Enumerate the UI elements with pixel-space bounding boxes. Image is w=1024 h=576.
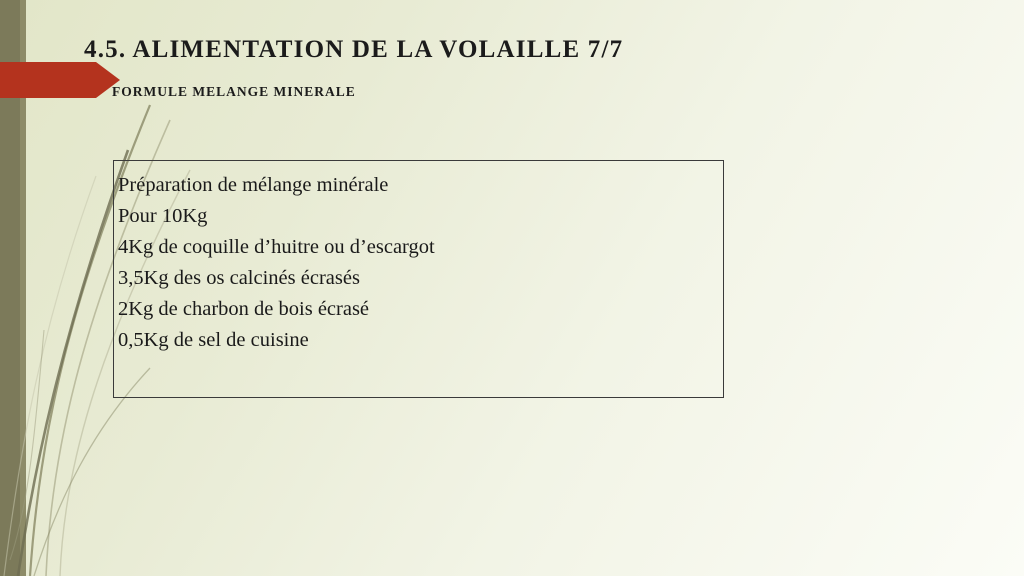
slide-subtitle: FORMULE MELANGE MINERALE xyxy=(112,84,356,99)
list-item: 4Kg de coquille d’huitre ou d’escargot xyxy=(118,236,435,258)
list-item: 0,5Kg de sel de cuisine xyxy=(118,329,309,351)
list-item: 2Kg de charbon de bois écrasé xyxy=(118,298,370,320)
red-arrow-banner xyxy=(0,62,120,98)
content-list xyxy=(118,170,718,356)
list-item: Préparation de mélange minérale xyxy=(118,174,389,196)
list-item: Pour 10Kg xyxy=(118,205,208,227)
slide-title: 4.5. ALIMENTATION DE LA VOLAILLE 7/7 xyxy=(84,36,624,63)
list-item: 3,5Kg des os calcinés écrasés xyxy=(118,267,360,289)
